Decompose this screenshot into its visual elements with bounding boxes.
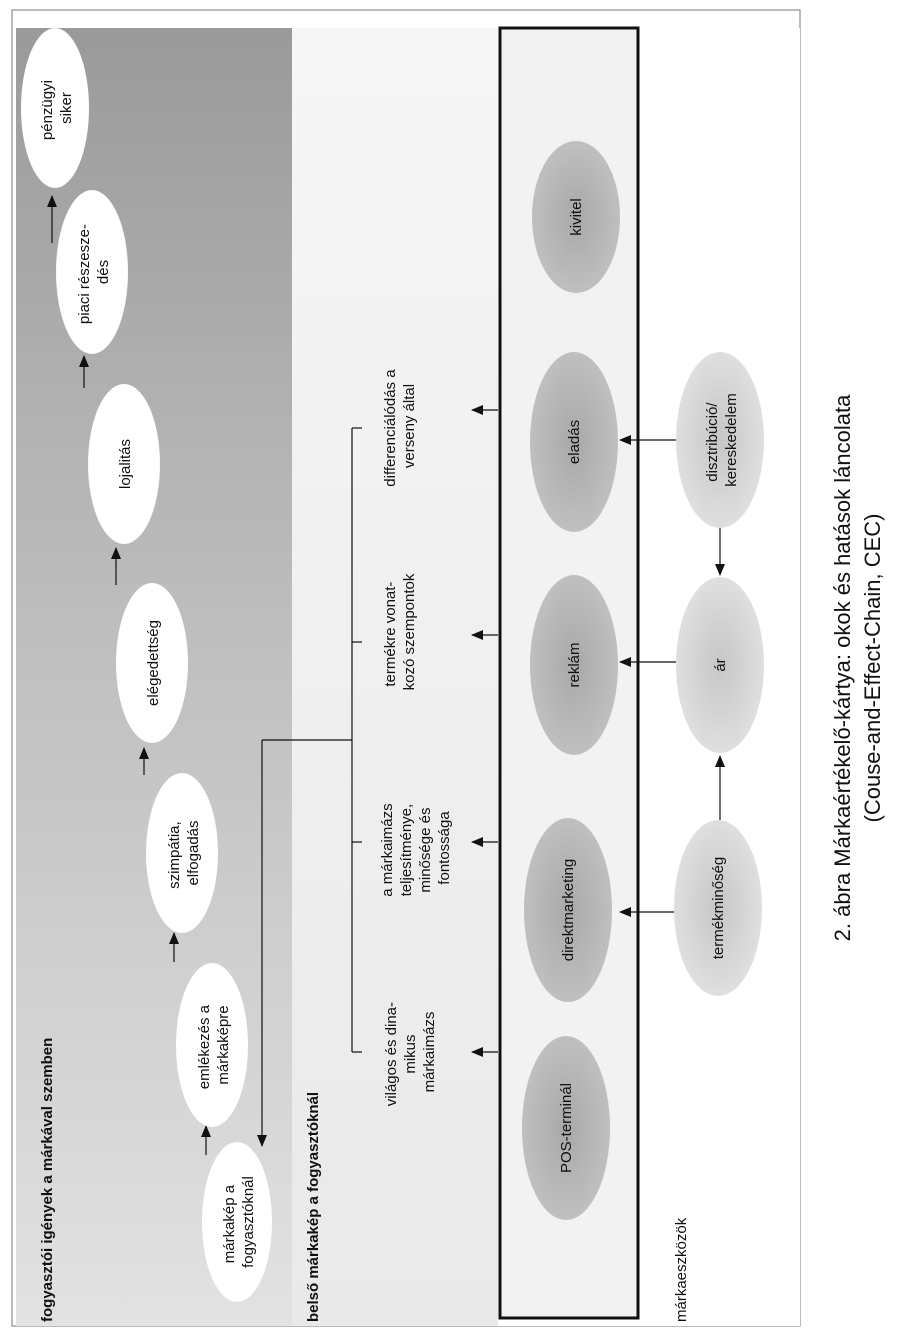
chain-node-emlekezes xyxy=(176,963,248,1127)
svg-text:lojalitás: lojalitás xyxy=(117,438,134,490)
svg-text:világos és dina- mikus: világos és dina- mikus márkaimázs xyxy=(383,1001,438,1107)
svg-text:termékminőség: termékminőség xyxy=(710,856,727,960)
tool-direkt xyxy=(524,818,612,1002)
svg-text:direktmarketing: direktmarketing xyxy=(560,858,577,962)
svg-text:differenciálódás a verse: differenciálódás a verseny által xyxy=(382,369,418,487)
svg-text:emlékezés a márkaképre: emlékezés a márkaképre xyxy=(196,1004,232,1090)
tool-disztribucio xyxy=(676,352,764,528)
svg-text:a márkaimázs teljesítmén: a márkaimázs teljesítménye, minősége és fontossága xyxy=(379,803,453,897)
tool-eladas xyxy=(530,352,618,532)
tool-termekminoseg xyxy=(674,820,762,996)
svg-text:piaci részesze- dés: piaci részesze- dés xyxy=(76,224,112,325)
svg-text:pénzügyi siker: pénzügyi siker xyxy=(39,80,75,141)
caption-line2: (Couse-and-Effect-Chain, CEC) xyxy=(860,513,885,823)
chain-node-szimpatia xyxy=(146,773,218,933)
svg-text:termékre vonat- kozó sze: termékre vonat- kozó szempontok xyxy=(382,573,418,691)
svg-text:szimpátia, elfogadás: szimpátia, elfogadás xyxy=(166,820,202,889)
svg-text:kivitel: kivitel xyxy=(568,198,585,236)
svg-text:márkakép a fogyasztóknál: márkakép a fogyasztóknál xyxy=(221,1176,257,1268)
tool-pos xyxy=(522,1036,610,1220)
tool-ar xyxy=(676,577,764,753)
tool-reklam xyxy=(530,575,618,755)
consumer-needs-label: fogyasztói igények a márkával szemben xyxy=(39,1037,56,1322)
chain-node-lojalitas xyxy=(88,384,160,544)
tool-kivitel xyxy=(532,141,620,293)
chain-node-elegedettseg xyxy=(116,583,188,743)
chain-node-penzugyi xyxy=(21,28,89,188)
svg-text:ár: ár xyxy=(712,658,729,672)
caption-line1: 2. ábra Márkaértékelő-kártya: okok és hatások láncolata xyxy=(830,394,855,942)
internal-image-label: belső márkakép a fogyasztóknál xyxy=(305,1091,322,1322)
svg-text:reklám: reklám xyxy=(566,642,583,688)
chain-node-markakep xyxy=(202,1142,272,1302)
svg-text:POS-terminál: POS-terminál xyxy=(558,1082,575,1174)
svg-text:disztribúció/ kereskedel: disztribúció/ kereskedelem xyxy=(704,393,740,487)
svg-text:elégedettség: elégedettség xyxy=(145,620,162,706)
svg-text:eladás: eladás xyxy=(566,419,583,465)
brand-tools-label: márkaeszközök xyxy=(673,1217,690,1322)
chain-node-piaci xyxy=(56,190,128,354)
